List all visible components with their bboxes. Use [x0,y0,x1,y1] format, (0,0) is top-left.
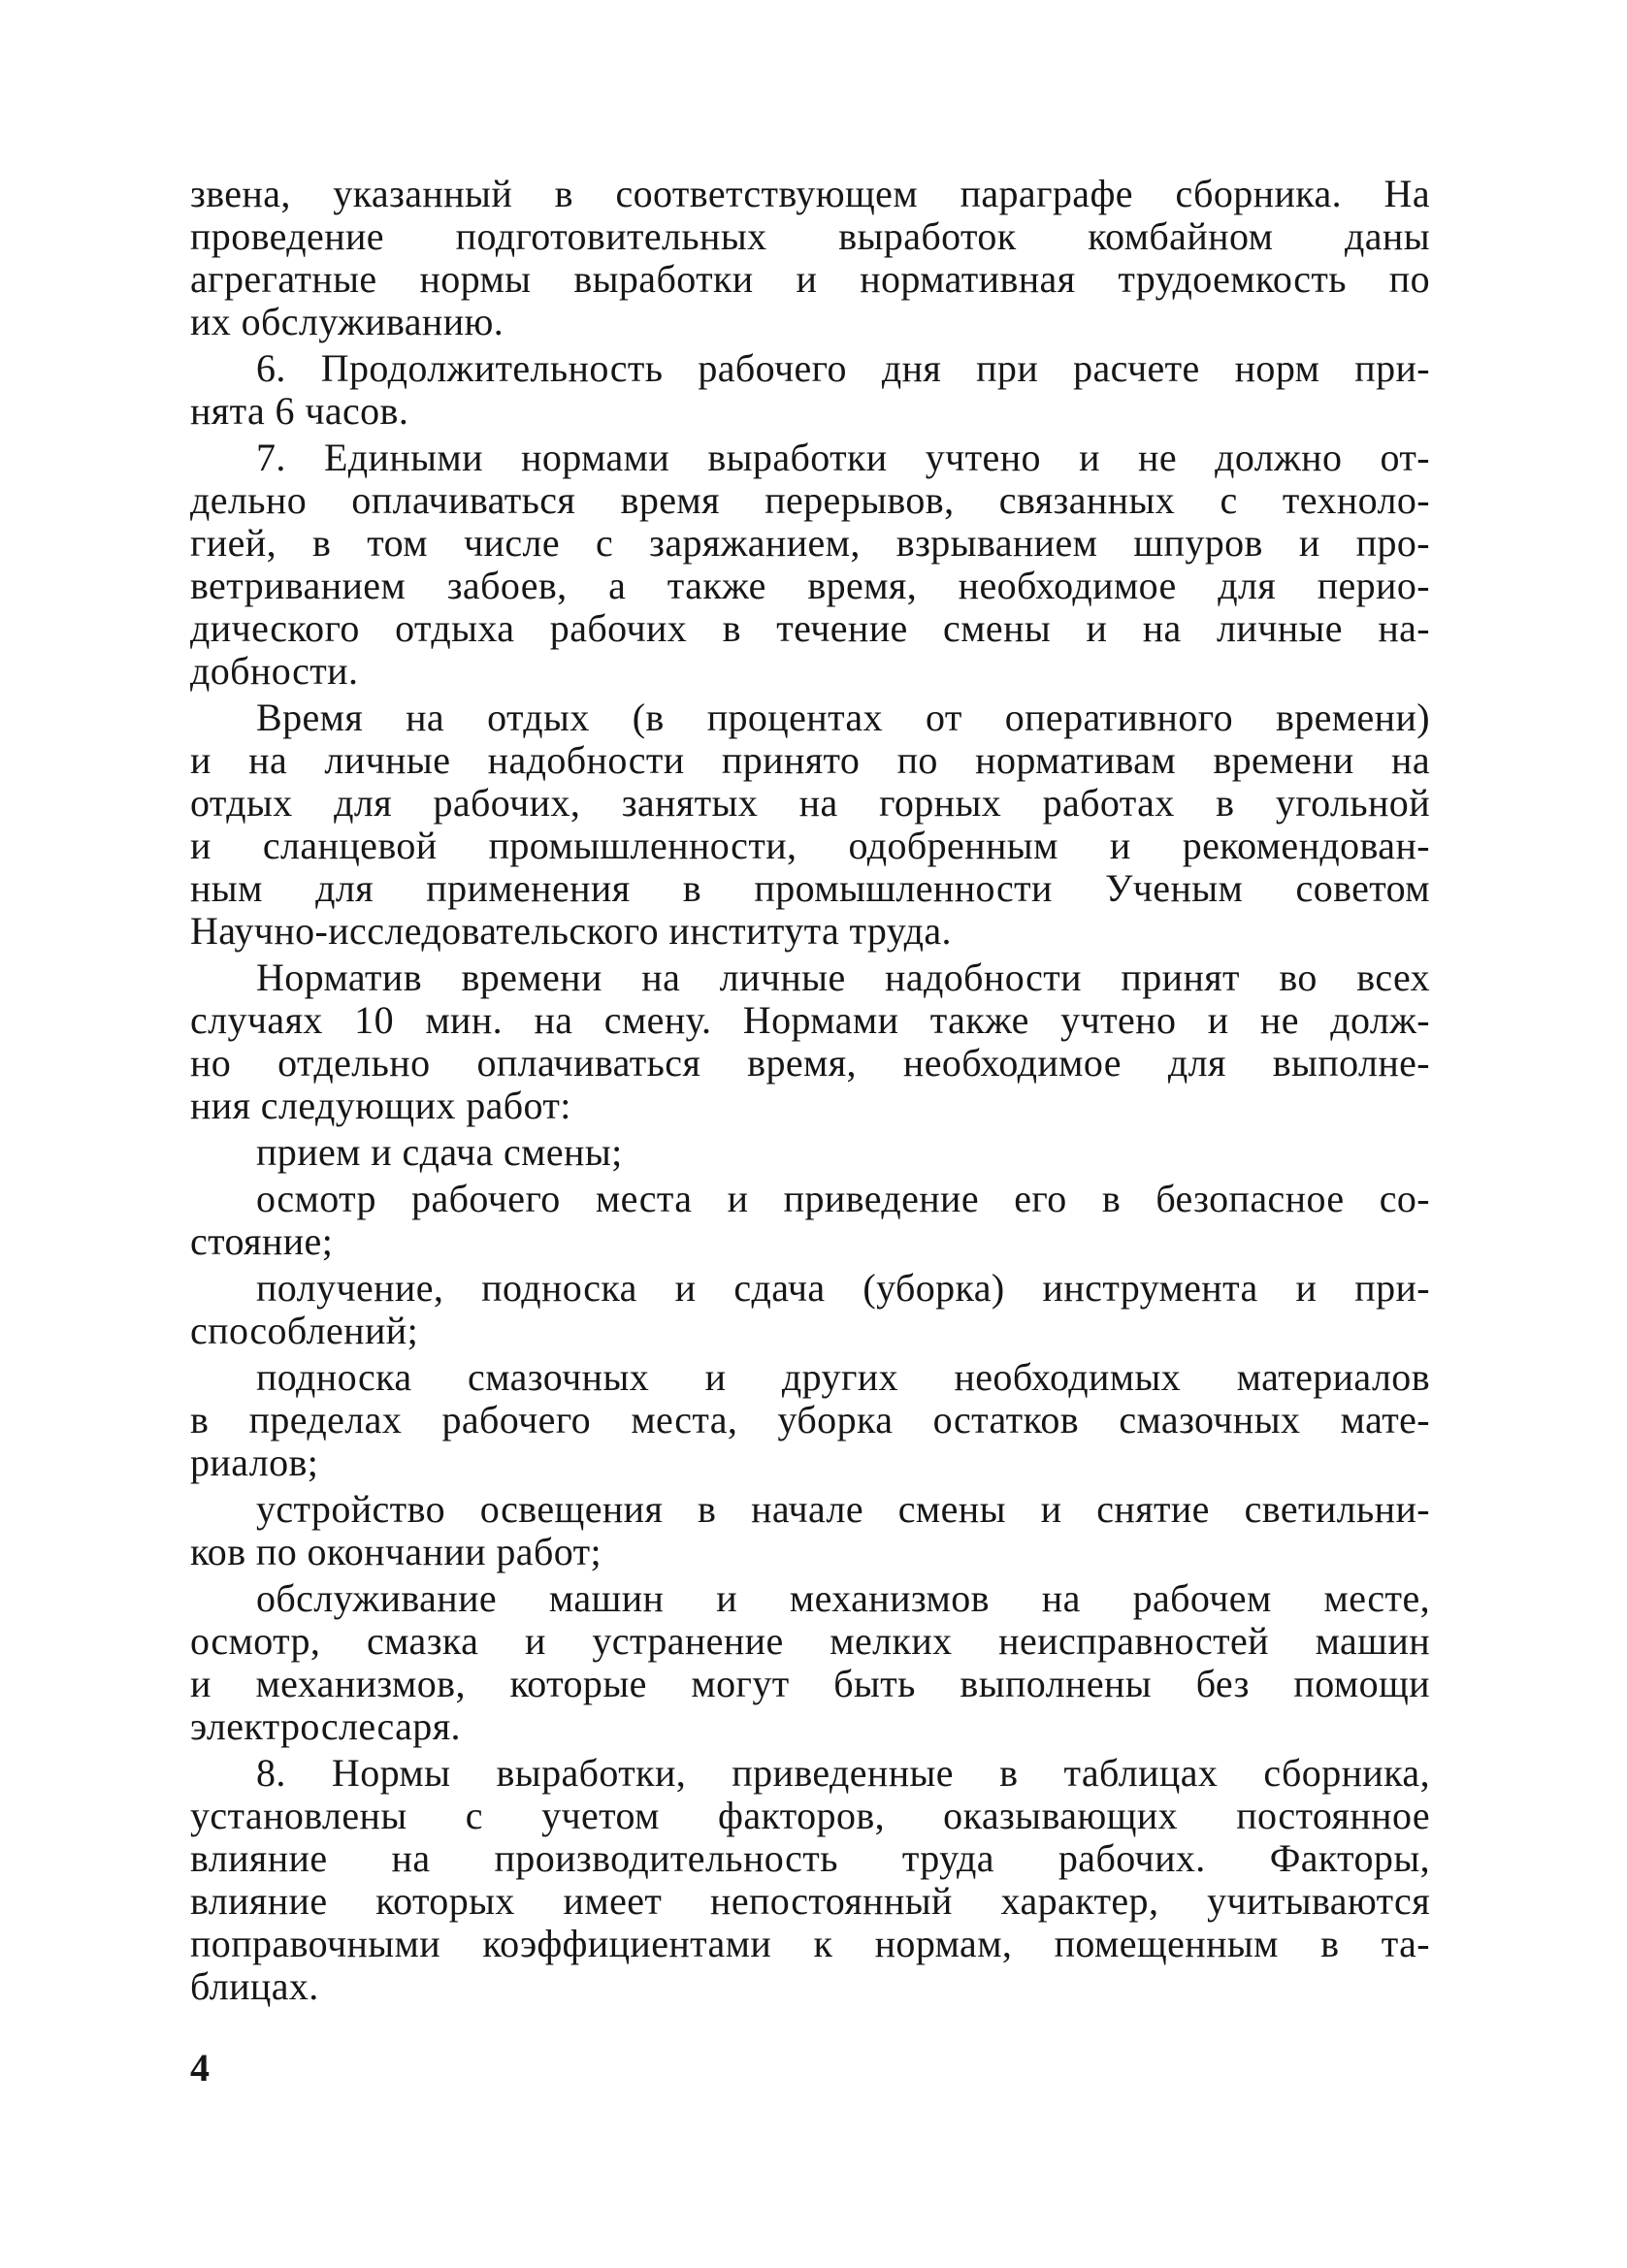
text-line: добности. [190,649,359,693]
text-line: случаях 10 мин. на смену. Нормами также учтено и не долж- [190,998,1430,1042]
paragraph-8 [190,1752,1430,2008]
text-line: осмотр, смазка и устранение мелких неисправностей машин [190,1619,1430,1663]
list-item-lubricants [190,1356,1430,1484]
text-line: получение, подноска и сдача (уборка) инструмента и при- [256,1266,1430,1310]
text-line: ным для применения в промышленности Ученым советом [190,866,1430,910]
text-line: ветриванием забоев, а также время, необходимое для перио- [190,564,1430,607]
text-line: ния следующих работ: [190,1084,571,1127]
text-line: влияние на производительность труда рабочих. Факторы, [190,1836,1430,1880]
text-line: прием и сдача смены; [256,1130,623,1174]
text-line: дического отдыха рабочих в течение смены и на личные на- [190,606,1430,650]
text-line: и сланцевой промышленности, одобренным и рекомендован- [190,824,1430,867]
text-line: установлены с учетом факторов, оказывающих постоянное [190,1794,1430,1837]
page-body [190,173,1430,2012]
text-line: отдых для рабочих, занятых на горных работах в угольной [190,781,1430,825]
text-line: и механизмов, которые могут быть выполнены без помощи [190,1662,1430,1705]
text-line: блицах. [190,1964,319,2008]
text-line: но отдельно оплачиваться время, необходимое для выполне- [190,1041,1430,1085]
text-line: электрослесаря. [190,1704,461,1748]
text-line: риалов; [190,1441,319,1484]
text-line: нята 6 часов. [190,389,409,433]
paragraph-2 [190,347,1430,433]
text-line: способлений; [190,1309,419,1352]
text-line: стояние; [190,1219,334,1263]
text-line: 6. Продолжительность рабочего дня при расчете норм при- [256,346,1430,390]
list-item-lighting [190,1488,1430,1573]
paragraph-5 [190,956,1430,1127]
text-line: проведение подготовительных выработок комбайном даны [190,214,1430,258]
list-item-shift-handover [190,1131,1430,1174]
text-line: обслуживание машин и механизмов на рабочем месте, [256,1576,1430,1620]
list-item-machine-maintenance [190,1577,1430,1748]
text-line: 7. Едиными нормами выработки учтено и не должно от- [256,436,1430,479]
text-line: и на личные надобности принято по нормативам времени на [190,738,1430,782]
paragraph-1 [190,173,1430,343]
text-line: Норматив времени на личные надобности принят во всех [256,956,1430,999]
text-line: звена, указанный в соответствующем параграфе сборника. На [190,172,1430,215]
text-line: устройство освещения в начале смены и снятие светильни- [256,1487,1430,1531]
text-line: подноска смазочных и других необходимых материалов [256,1355,1430,1399]
text-line: дельно оплачиваться время перерывов, связанных с техноло- [190,478,1430,522]
page-number: 4 [190,2046,210,2090]
text-line: ков по окончании работ; [190,1530,602,1573]
text-line: влияние которых имеет непостоянный характер, учитываются [190,1879,1430,1923]
text-line: их обслуживанию. [190,300,504,343]
text-line: Время на отдых (в процентах от оперативного времени) [256,696,1430,739]
list-item-workplace-inspection [190,1178,1430,1263]
text-line: Научно-исследовательского института труда. [190,909,952,953]
text-line: в пределах рабочего места, уборка остатков смазочных мате- [190,1398,1430,1442]
text-line: осмотр рабочего места и приведение его в безопасное со- [256,1177,1430,1220]
paragraph-4 [190,697,1430,953]
text-line: поправочными коэффициентами к нормам, помещенным в та- [190,1922,1430,1965]
text-line: гией, в том числе с заряжанием, взрыванием шпуров и про- [190,521,1430,565]
paragraph-3 [190,437,1430,693]
text-line: 8. Нормы выработки, приведенные в таблицах сборника, [256,1751,1430,1795]
list-item-tools [190,1267,1430,1352]
text-line: агрегатные нормы выработки и нормативная трудоемкость по [190,257,1430,301]
